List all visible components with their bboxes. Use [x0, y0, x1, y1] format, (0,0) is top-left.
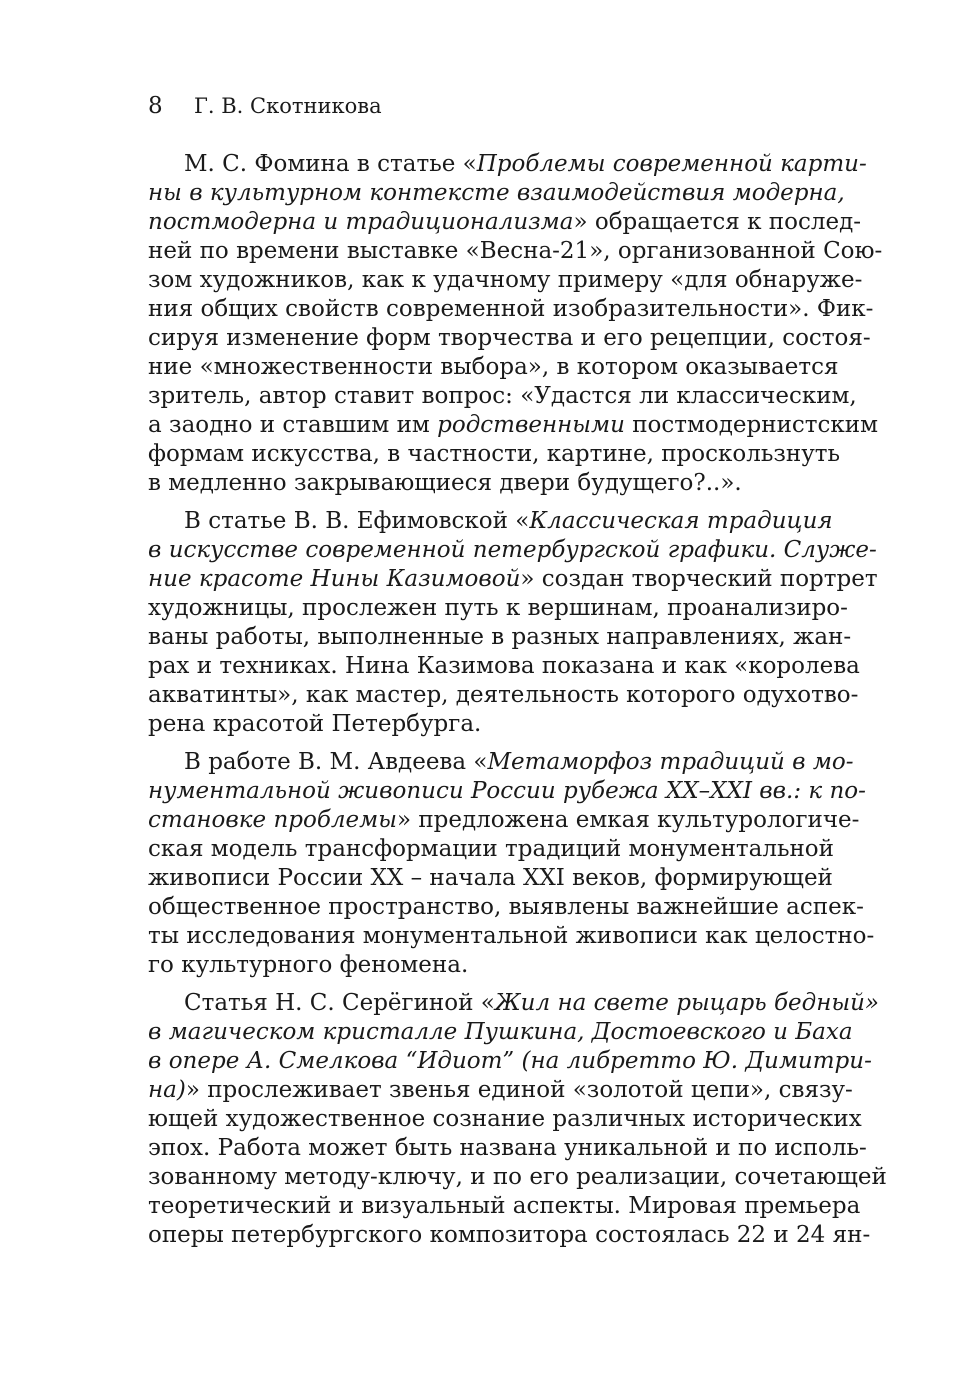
text-line: [148, 1163, 887, 1192]
text-run: в медленно закрывающиеся двери будущего?..».: [148, 470, 742, 496]
text-run: зритель, автор ставит вопрос: «Удастся ли классическим,: [148, 383, 857, 409]
text-run: ней по времени выставке «Весна-21», организованной Сою-: [148, 238, 883, 264]
text-line: [148, 237, 883, 266]
text-run: Статья Н. С. Серёгиной «: [184, 990, 495, 1016]
text-run: » обращается к послед-: [573, 209, 862, 235]
text-line: [148, 652, 860, 681]
text-run: рена красотой Петербурга.: [148, 711, 482, 737]
text-line: [148, 989, 879, 1018]
text-line: [148, 324, 871, 353]
italic-text-run: нументальной живописи России рубежа XX–XXI вв.: к по-: [148, 778, 866, 804]
italic-text-run: на): [148, 1077, 186, 1103]
text-run: В работе В. М. Авдеева «: [184, 749, 488, 775]
paragraph-gap: [148, 980, 826, 989]
text-line: [148, 1134, 867, 1163]
text-run: В статье В. В. Ефимовской «: [184, 508, 530, 534]
text-line: [148, 507, 833, 536]
text-line: [148, 806, 860, 835]
italic-text-run: Проблемы современной карти-: [476, 151, 867, 177]
text-line: [148, 440, 840, 469]
text-line: [148, 922, 875, 951]
italic-text-run: в опере А. Смелкова “Идиот” (на либретто Ю. Димитри-: [148, 1048, 872, 1074]
paragraph: [148, 507, 878, 739]
text-line: [148, 1221, 871, 1250]
text-run: » предложена емкая культурологиче-: [396, 807, 860, 833]
italic-text-run: в магическом кристалле Пушкина, Достоевского и Баха: [148, 1019, 853, 1045]
text-line: [148, 565, 878, 594]
text-line: [148, 748, 854, 777]
text-run: ваны работы, выполненные в разных направлениях, жан-: [148, 624, 852, 650]
text-line: [148, 1047, 872, 1076]
text-run: го культурного феномена.: [148, 952, 469, 978]
paragraph: [148, 748, 875, 980]
running-head-author: Г. В. Скотникова: [194, 94, 382, 118]
text-run: общественное пространство, выявлены важнейшие аспек-: [148, 894, 864, 920]
italic-text-run: Жил на свете рыцарь бедный»: [494, 990, 879, 1016]
italic-text-run: ны в культурном контексте взаимодействия модерна,: [148, 180, 845, 206]
text-run: формам искусства, в частности, картине, проскользнуть: [148, 441, 840, 467]
text-run: ская модель трансформации традиций монументальной: [148, 836, 834, 862]
text-line: [148, 1105, 862, 1134]
paragraph: [148, 150, 883, 498]
text-run: зованному методу-ключу, и по его реализации, сочетающей: [148, 1164, 887, 1190]
text-run: акватинты», как мастер, деятельность которого одухотво-: [148, 682, 859, 708]
italic-text-run: ние красоте Нины Казимовой: [148, 566, 521, 592]
italic-text-run: в искусстве современной петербургской графики. Служе-: [148, 537, 877, 563]
text-line: [148, 594, 848, 623]
text-line: [148, 864, 833, 893]
text-line: [148, 951, 826, 980]
text-line: [148, 295, 874, 324]
text-run: сируя изменение форм творчества и его рецепции, состоя-: [148, 325, 871, 351]
text-run: М. С. Фомина в статье «: [184, 151, 477, 177]
text-line: [148, 1018, 853, 1047]
text-line: [148, 266, 863, 295]
italic-text-run: постмодерна и традиционализма: [148, 209, 574, 235]
text-run: ние «множественности выбора», в котором оказывается: [148, 354, 839, 380]
text-line: [148, 208, 862, 237]
text-line: [148, 536, 877, 565]
text-line: [148, 1192, 861, 1221]
body-text: [148, 150, 887, 1250]
text-run: » прослеживает звенья единой «золотой цепи», связу-: [185, 1077, 853, 1103]
text-line: [148, 777, 866, 806]
text-line: [148, 411, 878, 440]
text-run: теоретический и визуальный аспекты. Мировая премьера: [148, 1193, 861, 1219]
text-run: а заодно и ставшим им: [148, 412, 438, 438]
text-run: зом художников, как к удачному примеру «для обнаруже-: [148, 267, 863, 293]
text-run: » создан творческий портрет: [520, 566, 878, 592]
text-line: [148, 681, 859, 710]
paragraph-gap: [148, 739, 826, 748]
text-run: ния общих свойств современной изобразительности». Фик-: [148, 296, 874, 322]
text-run: ющей художественное сознание различных исторических: [148, 1106, 862, 1132]
text-line: [148, 623, 852, 652]
text-run: эпох. Работа может быть названа уникальной и по исполь-: [148, 1135, 867, 1161]
paragraph-gap: [148, 498, 826, 507]
text-run: художницы, прослежен путь к вершинам, проанализиро-: [148, 595, 848, 621]
text-line: [148, 150, 867, 179]
text-run: живописи России XX – начала XXI веков, формирующей: [148, 865, 833, 891]
text-line: [148, 353, 839, 382]
text-line: [148, 469, 826, 498]
paragraph: [148, 989, 887, 1250]
text-line: [148, 710, 826, 739]
italic-text-run: родственными: [437, 412, 625, 438]
text-line: [148, 835, 834, 864]
italic-text-run: Метаморфоз традиций в мо-: [487, 749, 854, 775]
text-run: постмодернистским: [624, 412, 878, 438]
italic-text-run: становке проблемы: [148, 807, 397, 833]
text-run: ты исследования монументальной живописи как целостно-: [148, 923, 875, 949]
italic-text-run: Классическая традиция: [529, 508, 833, 534]
text-run: оперы петербургского композитора состоялась 22 и 24 ян-: [148, 1222, 871, 1248]
text-line: [148, 893, 864, 922]
page-number: 8: [148, 93, 163, 119]
text-line: [148, 382, 857, 411]
text-run: рах и техниках. Нина Казимова показана и как «королева: [148, 653, 860, 679]
text-line: [148, 179, 845, 208]
text-line: [148, 1076, 853, 1105]
running-head: [148, 91, 382, 121]
